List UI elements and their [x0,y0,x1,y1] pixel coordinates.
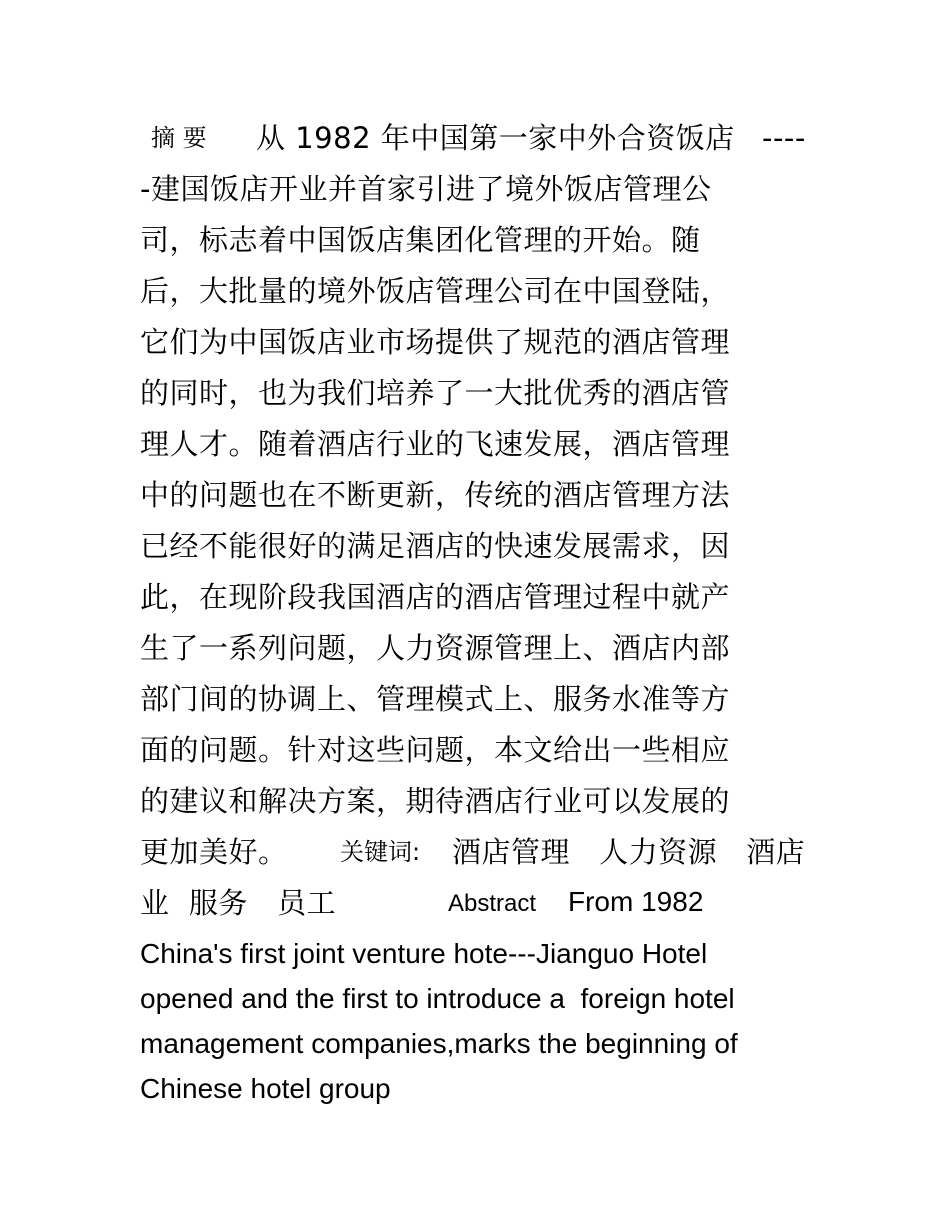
abstract-line: 已经不能很好的满足酒店的快速发展需求，因 [140,529,731,563]
abstract-line: 此，在现阶段我国酒店的酒店管理过程中就产 [140,580,731,614]
abstract-label: 摘 要 [151,124,207,152]
abstract-en-line: From 1982 [568,886,704,917]
abstract-line: 从 1982 年中国第一家中外合资饭店 [256,121,735,155]
abstract-line: 理人才。随着酒店行业的飞速发展，酒店管理 [140,427,731,461]
abstract-line: 更加美好。 [140,835,288,869]
abstract-line: 它们为中国饭店业市场提供了规范的酒店管理 [140,325,731,359]
abstract-line: 的建议和解决方案，期待酒店行业可以发展的 [140,784,731,818]
keywords-label: 关键词: [340,838,421,866]
abstract-line: 后，大批量的境外饭店管理公司在中国登陆， [140,274,731,308]
abstract-en-line: China's first joint venture hote---Jianguo Hotel [140,938,708,969]
keywords-line: 业 服务 员工 [140,886,337,920]
abstract-en-line: opened and the first to introduce a foreign hotel [140,983,735,1014]
abstract-line: 部门间的协调上、管理模式上、服务水准等方 [140,682,731,716]
abstract-en-line: Chinese hotel group [140,1073,391,1104]
abstract-line: ---- [762,121,806,155]
abstract-line: 面的问题。针对这些问题，本文给出一些相应 [140,733,731,767]
abstract-line: 的同时，也为我们培养了一大批优秀的酒店管 [140,376,731,410]
abstract-en-line: management companies,marks the beginning of [140,1028,738,1059]
abstract-line: 司，标志着中国饭店集团化管理的开始。随 [140,223,701,257]
abstract-line: 中的问题也在不断更新，传统的酒店管理方法 [140,478,731,512]
abstract-en-label: Abstract [448,890,537,917]
abstract-line: 生了一系列问题，人力资源管理上、酒店内部 [140,631,731,665]
keywords-line: 酒店管理 人力资源 酒店 [452,835,806,869]
abstract-line: -建国饭店开业并首家引进了境外饭店管理公 [140,172,712,206]
